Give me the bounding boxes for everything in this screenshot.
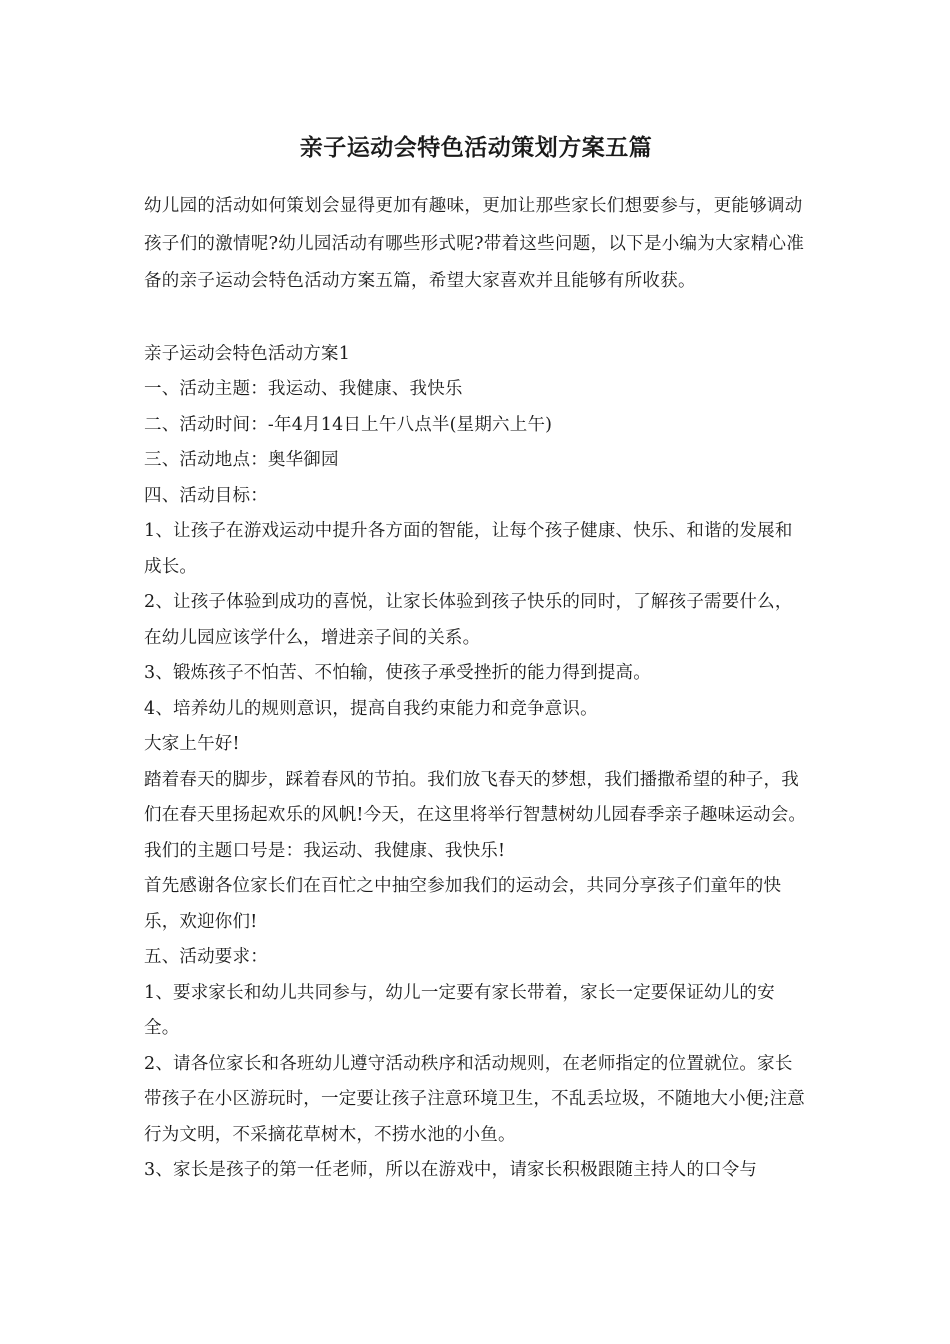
goal-item-3: 3、锻炼孩子不怕苦、不怕输，使孩子承受挫折的能力得到提高。: [144, 663, 651, 683]
activity-location: 三、活动地点：奥华御园: [144, 450, 339, 470]
goal-item-1: 1、让孩子在游戏运动中提升各方面的智能，让每个孩子健康、快乐、和谐的发展和成长。: [144, 521, 793, 577]
activity-theme: 一、活动主题：我运动、我健康、我快乐: [144, 379, 463, 399]
goal-item-4: 4、培养幼儿的规则意识，提高自我约束能力和竞争意识。: [144, 698, 598, 719]
opening-speech: 踏着春天的脚步，踩着春风的节拍。我们放飞春天的梦想，我们播撒希望的种子，我们在春天里扬起欢乐的风帆!今天，在这里将举行智慧树幼儿园春季亲子趣味运动会。我们的主题口号是：我运动、我健康、我快乐!: [144, 769, 807, 861]
requirement-item-1: 1、要求家长和幼儿共同参与，幼儿一定要有家长带着，家长一定要保证幼儿的安全。: [144, 982, 775, 1038]
goal-item-2: 2、让孩子体验到成功的喜悦，让家长体验到孩子快乐的同时，了解孩子需要什么，在幼儿园应该学什么，增进亲子间的关系。: [144, 592, 793, 648]
activity-time: 二、活动时间：-年4月14日上午八点半(星期六上午): [144, 414, 553, 435]
paragraph-gap: [144, 301, 808, 337]
document-title: 亲子运动会特色活动策划方案五篇: [299, 134, 653, 161]
document-page: [144, 128, 808, 1189]
activity-goals-heading: 四、活动目标：: [144, 485, 268, 506]
section-heading-plan-1: 亲子运动会特色活动方案1: [144, 343, 351, 364]
activity-requirements-heading: 五、活动要求：: [144, 947, 268, 967]
intro-paragraph: 幼儿园的活动如何策划会显得更加有趣味，更加让那些家长们想要参与，更能够调动孩子们的激情呢?幼儿园活动有哪些形式呢?带着这些问题，以下是小编为大家精心准备的亲子运动会特色活动方案五篇，希望大家喜欢并且能够有所收获。: [144, 196, 805, 291]
thanks-paragraph: 首先感谢各位家长们在百忙之中抽空参加我们的运动会，共同分享孩子们童年的快乐，欢迎你们!: [144, 876, 782, 932]
greeting: 大家上午好!: [144, 734, 240, 754]
document-body: [144, 337, 808, 1189]
requirement-item-3: 3、家长是孩子的第一任老师，所以在游戏中，请家长积极跟随主持人的口令与: [144, 1160, 758, 1180]
requirement-item-2: 2、请各位家长和各班幼儿遵守活动秩序和活动规则，在老师指定的位置就位。家长带孩子在小区游玩时，一定要让孩子注意环境卫生，不乱丢垃圾，不随地大小便;注意行为文明，不采摘花草树木，不捞水池的小鱼。: [144, 1053, 805, 1145]
